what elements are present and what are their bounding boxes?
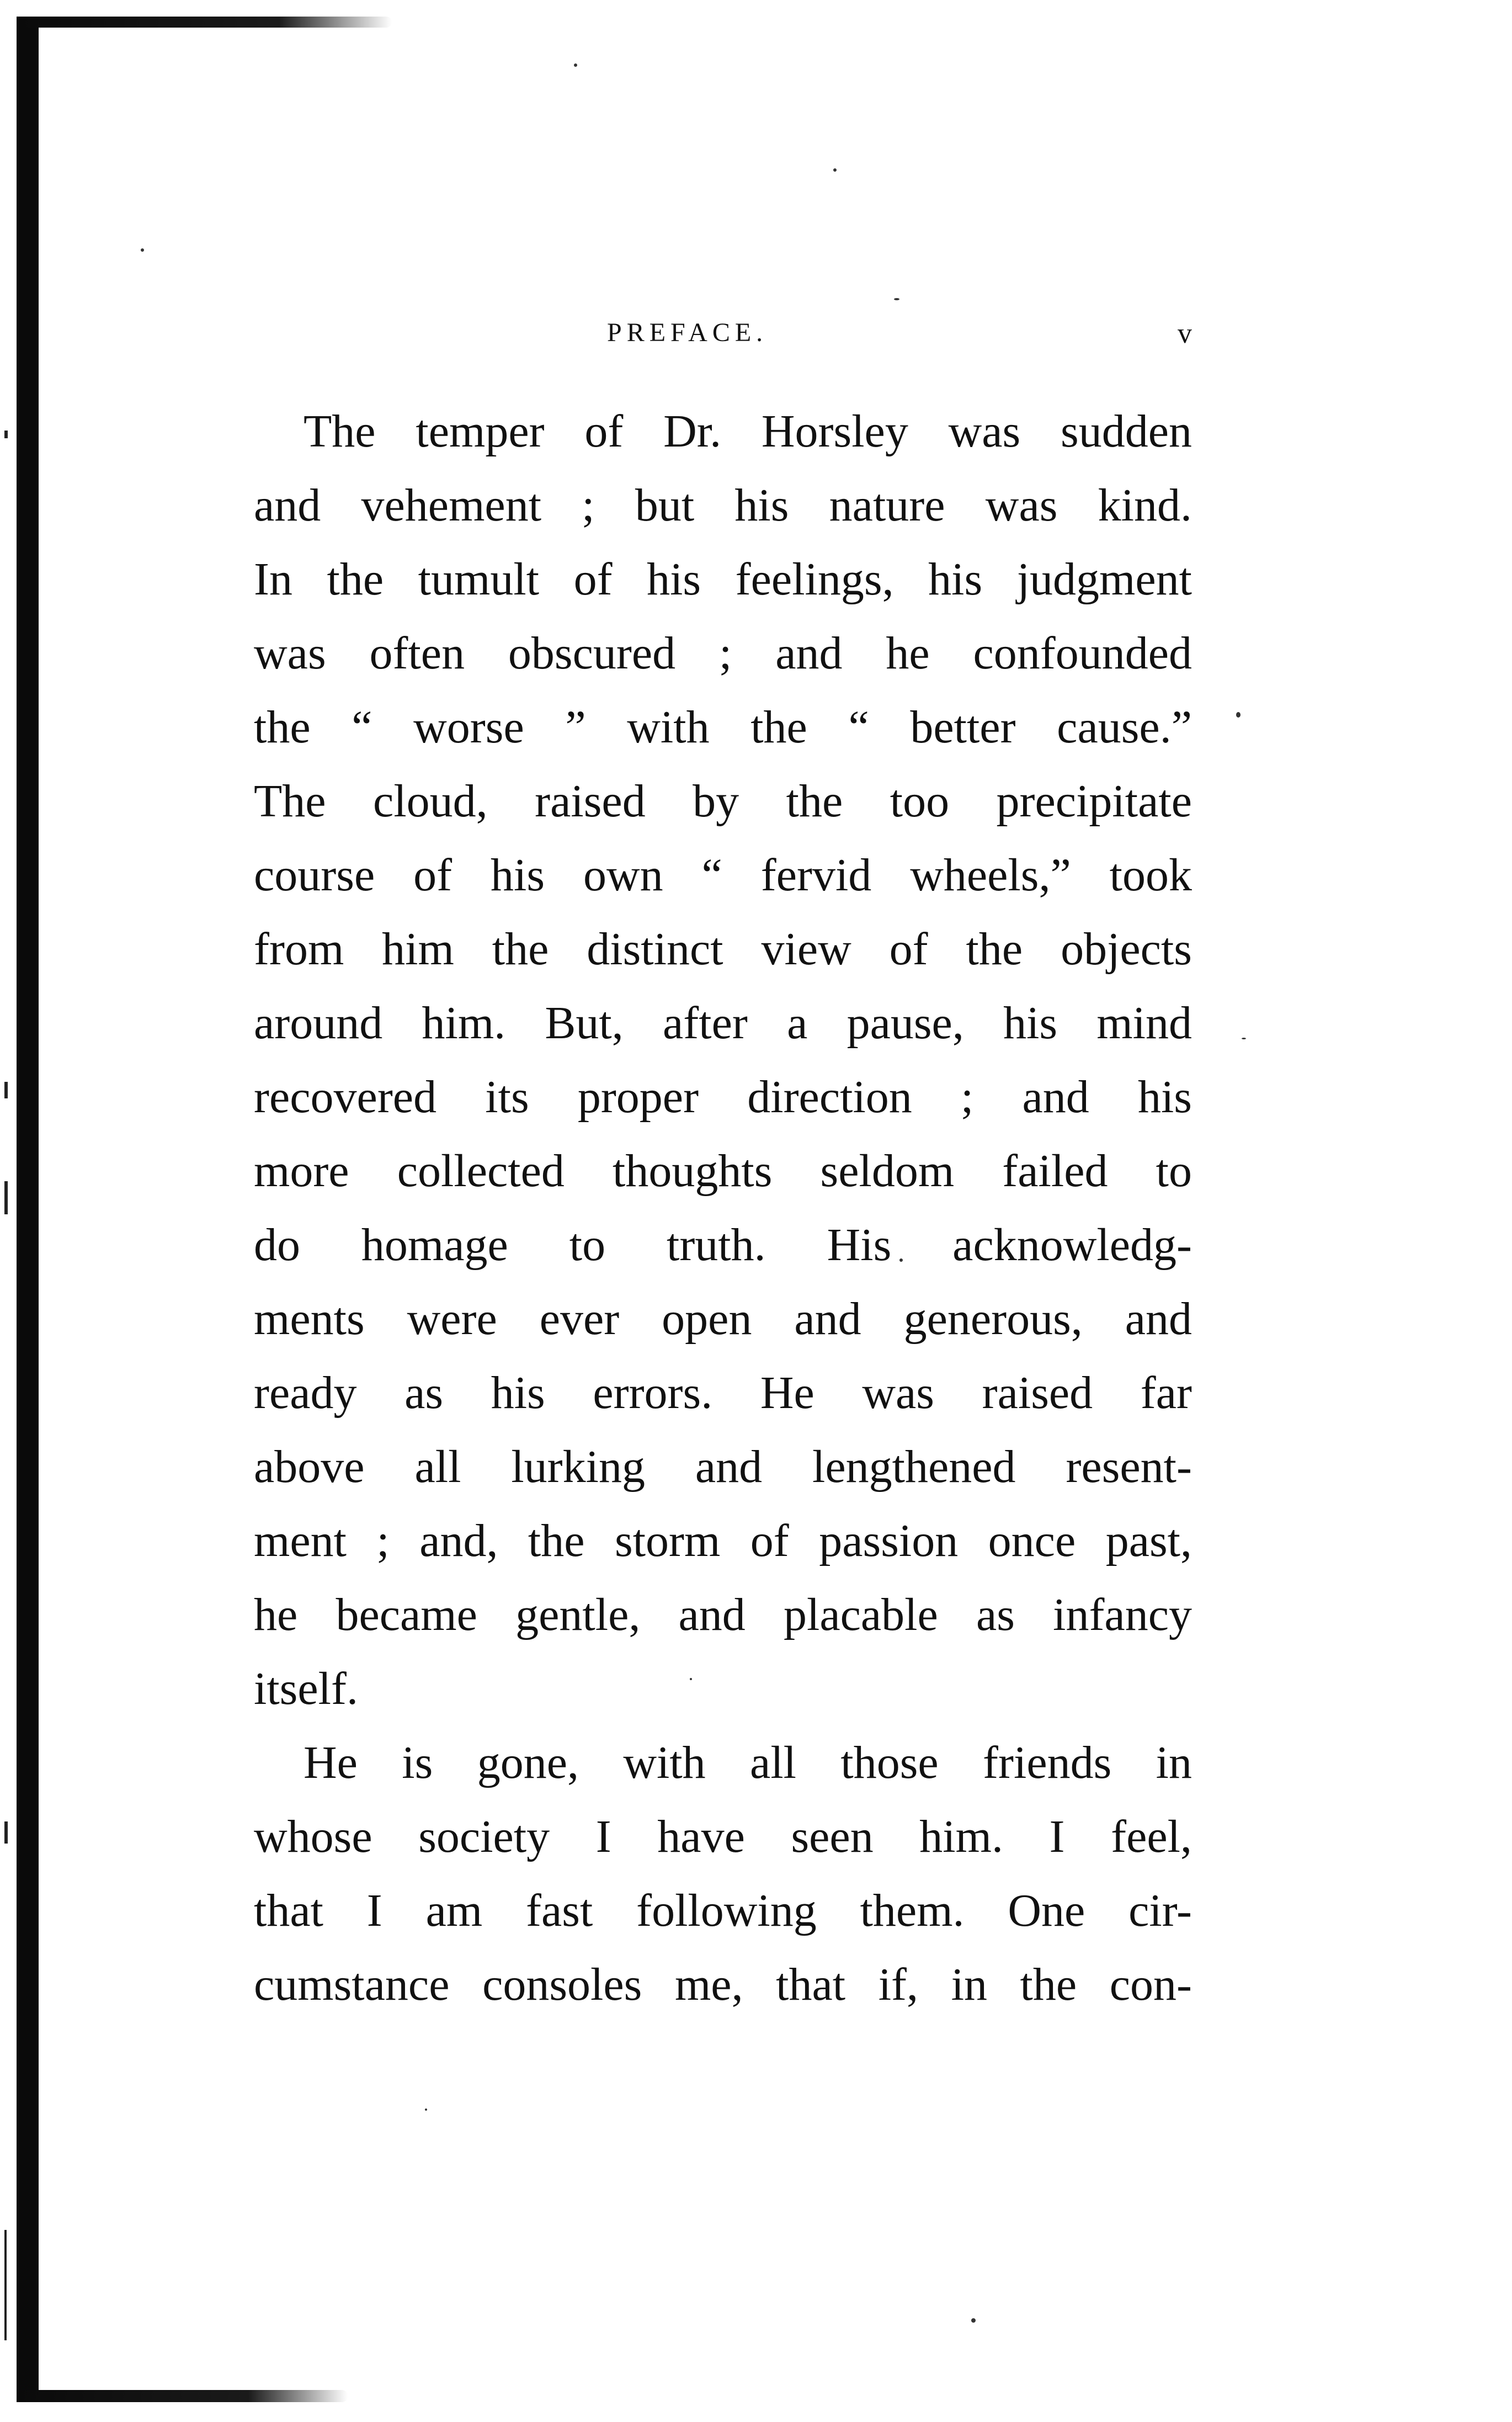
scan-speck xyxy=(425,2108,427,2111)
text-line: cumstance consoles me, that if, in the con- xyxy=(254,1959,1192,2010)
scan-mark xyxy=(4,431,8,438)
scan-speck xyxy=(894,298,899,300)
paragraph xyxy=(254,1726,1192,2022)
binding-edge-top xyxy=(17,17,392,28)
text-line: around him. But, after a pause, his mind xyxy=(254,997,1192,1049)
text-line: In the tumult of his feelings, his judgment xyxy=(254,554,1192,605)
text-line: and vehement ; but his nature was kind. xyxy=(254,480,1192,531)
text-line: was often obscured ; and he confounded xyxy=(254,628,1192,679)
body-text xyxy=(254,395,1192,2022)
text-line: course of his own “ fervid wheels,” took xyxy=(254,849,1192,901)
scan-mark xyxy=(4,1181,8,1214)
text-line: more collected thoughts seldom failed to xyxy=(254,1145,1192,1197)
text-line: above all lurking and lengthened resent- xyxy=(254,1441,1192,1492)
text-line: ments were ever open and generous, and xyxy=(254,1293,1192,1345)
binding-edge xyxy=(17,28,39,2401)
scan-mark xyxy=(4,2230,7,2340)
text-line: he became gentle, and placable as infancy xyxy=(254,1589,1192,1640)
scan-speck xyxy=(971,2318,976,2323)
scan-speck xyxy=(1242,1038,1246,1039)
running-head xyxy=(254,317,1192,362)
scan-speck xyxy=(833,168,837,172)
text-line: The temper of Dr. Horsley was sudden xyxy=(304,406,1192,457)
text-line: that I am fast following them. One cir- xyxy=(254,1885,1192,1936)
text-line: do homage to truth. His acknowledg- xyxy=(254,1219,1192,1271)
scan-mark xyxy=(4,1821,8,1844)
text-line: the “ worse ” with the “ better cause.” xyxy=(254,702,1192,753)
text-line: He is gone, with all those friends in xyxy=(304,1737,1192,1788)
scan-speck xyxy=(574,63,577,67)
scan-speck xyxy=(1236,712,1241,718)
text-line: ment ; and, the storm of passion once past, xyxy=(254,1515,1192,1566)
paragraph xyxy=(254,395,1192,1726)
page-number: v xyxy=(1178,318,1192,349)
text-line: ready as his errors. He was raised far xyxy=(254,1367,1192,1419)
binding-edge-bottom xyxy=(17,2390,348,2402)
text-line: The cloud, raised by the too precipitate xyxy=(254,776,1192,827)
running-title: PREFACE. xyxy=(607,318,768,347)
text-line: whose society I have seen him. I feel, xyxy=(254,1811,1192,1862)
text-line: recovered its proper direction ; and his xyxy=(254,1071,1192,1123)
scan-mark xyxy=(4,1082,8,1098)
text-line: itself. xyxy=(254,1663,358,1714)
text-line: from him the distinct view of the objects xyxy=(254,923,1192,975)
scan-speck xyxy=(141,248,144,252)
